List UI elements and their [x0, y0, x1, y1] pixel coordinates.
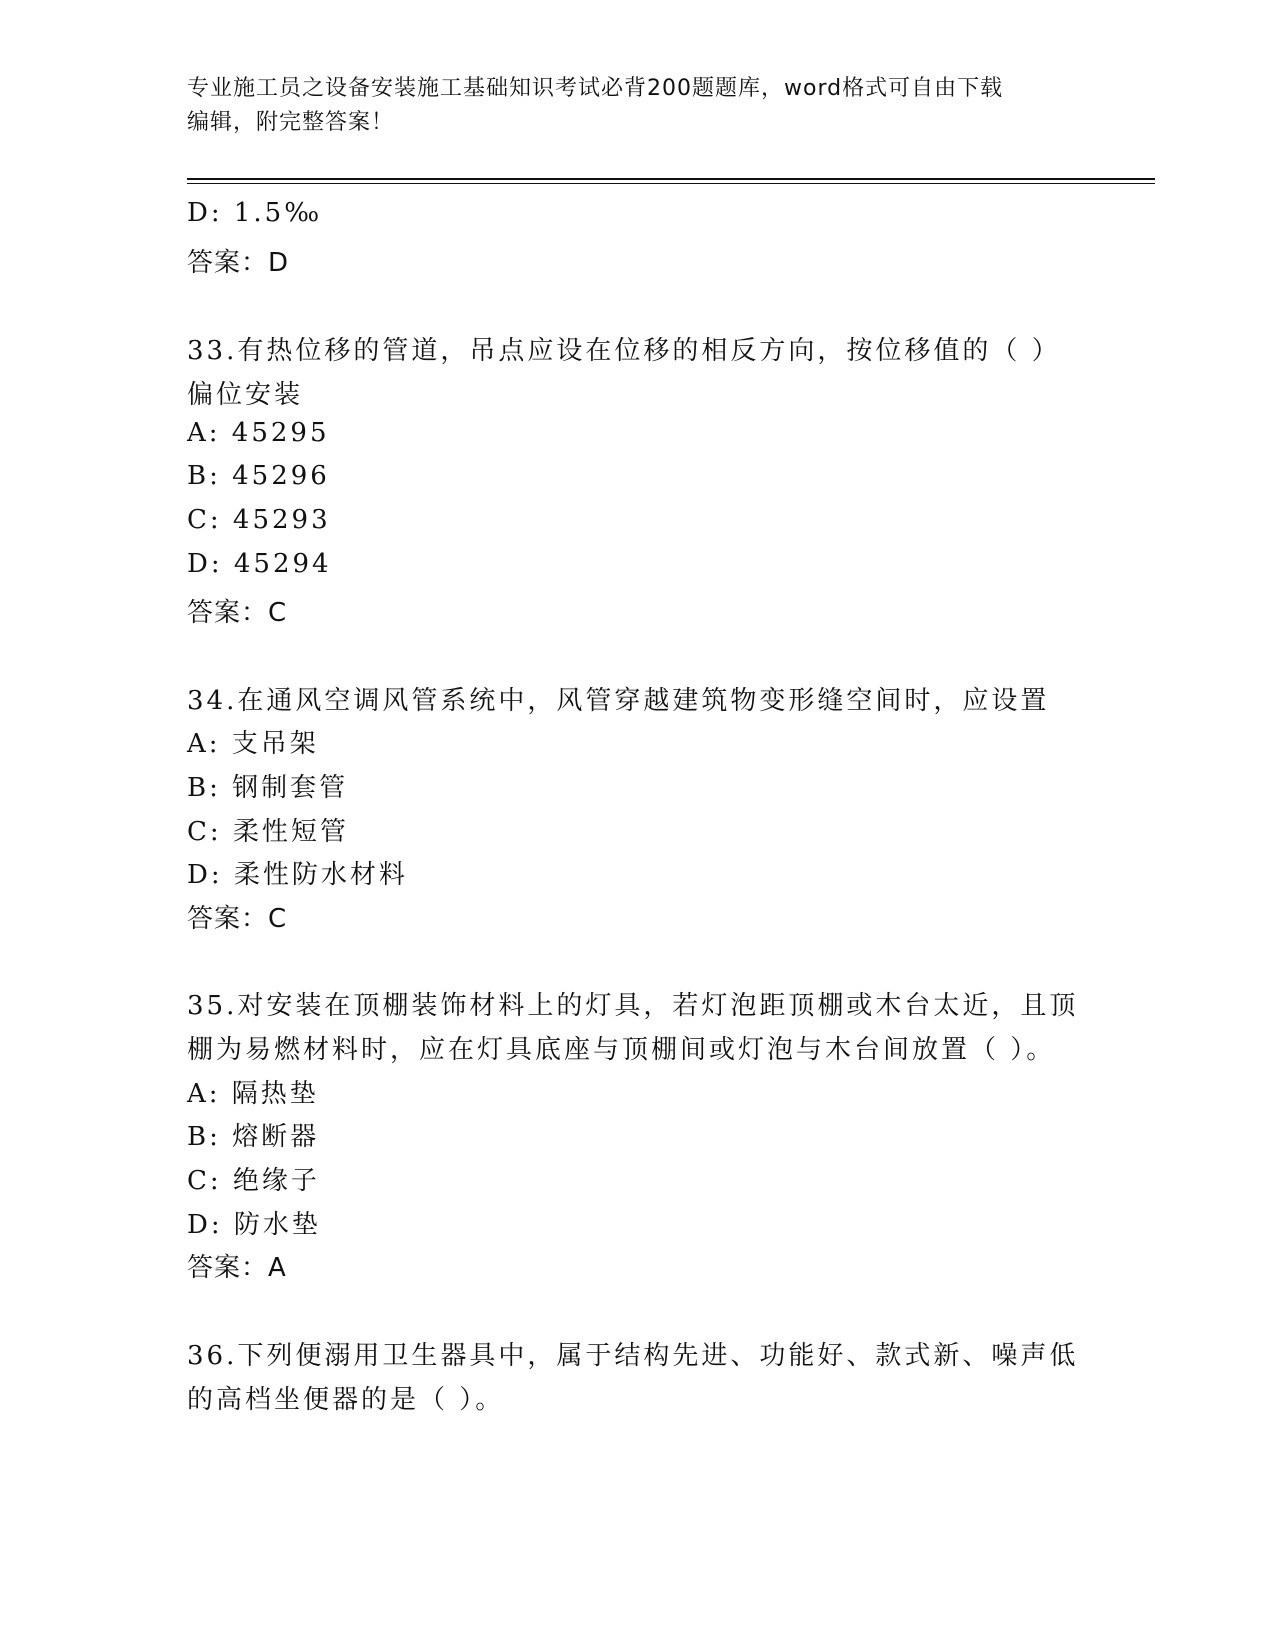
- q34-stem-line-1: 34.在通风空调风管系统中，风管穿越建筑物变形缝空间时，应设置: [187, 686, 1050, 716]
- q33-option-d: D: 45294: [187, 549, 332, 579]
- q35-option-c: C: 绝缘子: [187, 1166, 320, 1196]
- header-rule-thick: [187, 178, 1155, 180]
- q34-answer: 答案：C: [187, 904, 288, 934]
- document-header: [187, 72, 1087, 140]
- q35-stem-line-2: 棚为易燃材料时，应在灯具底座与顶棚间或灯泡与木台间放置（ ）。: [187, 1035, 1056, 1065]
- q34-option-a: A: 支吊架: [187, 729, 319, 759]
- header-title-line-2: 编辑，附完整答案！: [187, 110, 395, 135]
- prev-answer: 答案：D: [187, 248, 290, 278]
- q36-stem-line-2: 的高档坐便器的是（ ）。: [187, 1385, 505, 1415]
- header-title-line-1: 专业施工员之设备安装施工基础知识考试必背200题题库，word格式可自由下载: [187, 76, 1004, 101]
- q34-option-d: D: 柔性防水材料: [187, 860, 408, 890]
- q35-option-d: D: 防水垫: [187, 1210, 321, 1240]
- q33-option-b: B: 45296: [187, 461, 330, 491]
- prev-option-d: D: 1.5‰: [187, 198, 323, 228]
- q33-answer: 答案：C: [187, 598, 288, 628]
- q35-stem-line-1: 35.对安装在顶棚装饰材料上的灯具，若灯泡距顶棚或木台太近，且顶: [187, 991, 1079, 1021]
- q36-stem-line-1: 36.下列便溺用卫生器具中，属于结构先进、功能好、款式新、噪声低: [187, 1341, 1079, 1371]
- q33-option-a: A: 45295: [187, 418, 330, 448]
- q35-option-b: B: 熔断器: [187, 1122, 320, 1152]
- q33-stem-line-2: 偏位安装: [187, 380, 304, 410]
- q34-option-c: C: 柔性短管: [187, 817, 349, 847]
- q33-stem-line-1: 33.有热位移的管道，吊点应设在位移的相反方向，按位移值的（ ）: [187, 336, 1061, 366]
- q34-option-b: B: 钢制套管: [187, 773, 349, 803]
- q33-option-c: C: 45293: [187, 505, 331, 535]
- q35-option-a: A: 隔热垫: [187, 1079, 319, 1109]
- q35-answer: 答案：A: [187, 1253, 287, 1283]
- header-rule-thin: [187, 183, 1155, 184]
